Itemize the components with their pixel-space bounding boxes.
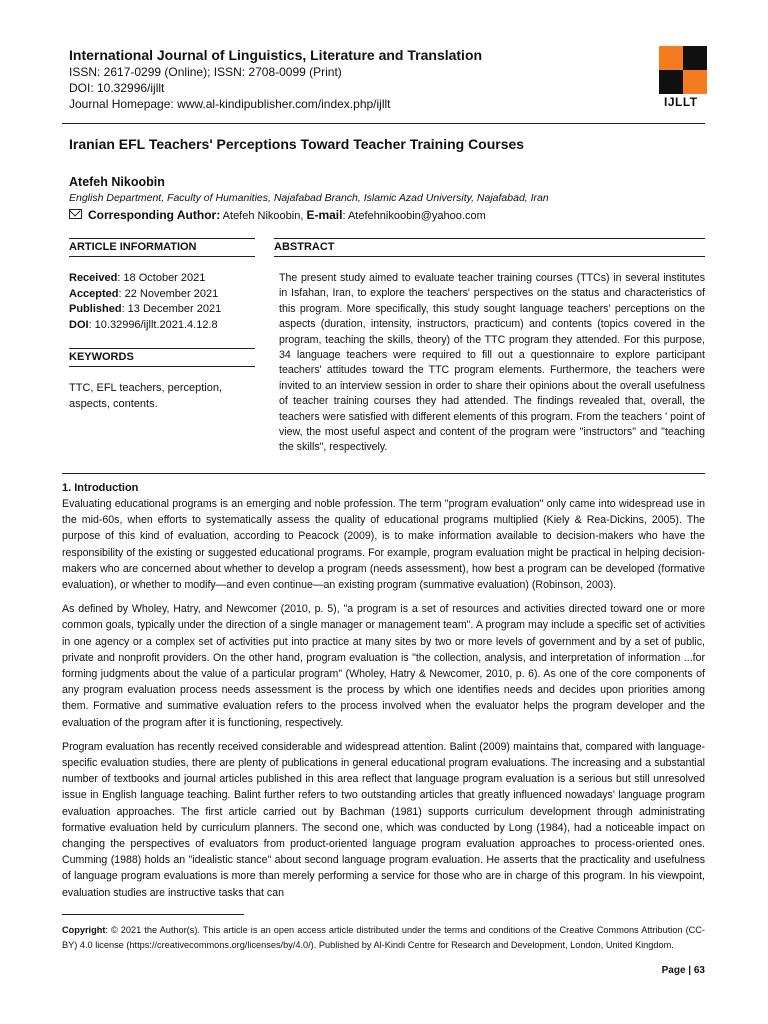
- article-info-heading: ARTICLE INFORMATION: [69, 241, 197, 253]
- doi-label: DOI: [69, 318, 89, 331]
- logo-square-black-bottom-left: [659, 70, 683, 94]
- published-line: [69, 302, 221, 318]
- journal-doi: DOI: 10.32996/ijllt: [69, 81, 165, 95]
- envelope-icon: [69, 209, 82, 219]
- info-top-rule: [69, 238, 255, 239]
- author-name: Atefeh Nikoobin: [69, 175, 165, 189]
- abstract-header-rule: [274, 256, 705, 257]
- body-text: [62, 496, 705, 909]
- paragraph-3: Program evaluation has recently received considerable and widespread attention. Balint (2009) maintains that, compared with language-specific evaluation studies, there are plenty of publications in general educational program evaluations. The increasing and a substantial number of textbooks and journal articles published in this area reflect that language program evaluation is a serious but still unresolved issue in English language teaching. Balint further refers to two outstanding articles that greatly influenced nowadays' language program evaluation approaches. The first article carried out by Bachman (1981) supports curriculum development through administrating formative evaluation held by curriculum planners. The second one, which was conducted by Long (1984), had a noticeable impact on changing the perspectives of evaluators from product-oriented language program evaluation approaches to process-oriented ones. Cumming (1988) holds an "idealistic stance" about second language program evaluation. He asserts that the practicality and usefulness of language program evaluations is more than merely performing a service for those who are in charge of this program. In his viewpoint, evaluation studies are instructive tasks that can: [62, 740, 705, 899]
- email-label: E-mail: [306, 208, 343, 222]
- keywords-top-rule: [69, 348, 255, 349]
- keywords-list: TTC, EFL teachers, perception, aspects, contents.: [69, 382, 223, 410]
- abstract-top-rule: [274, 238, 705, 239]
- author-affiliation: English Department, Faculty of Humanities, Najafabad Branch, Islamic Azad University, Najafabad, Iran: [69, 192, 549, 204]
- page-number-value: | 63: [688, 965, 705, 976]
- info-bottom-rule: [69, 256, 255, 257]
- published-label: Published: [69, 303, 122, 315]
- article-dates: [69, 271, 221, 333]
- received-date: : 18 October 2021: [117, 272, 206, 284]
- received-label: Received: [69, 272, 118, 284]
- corr-name: Atefeh Nikoobin,: [222, 210, 304, 222]
- paragraph-1: Evaluating educational programs is an emerging and noble profession. The term "program evaluation" only came into widespread use in the mid-60s, when efforts to systematically assess the quality of educational programs multiplied (Kiely & Rea-Dickins, 2005). The purpose of this kind of evaluation, according to Peacock (2009), is to make information available to decision-makers who have the responsibility of the existing or suggested educational programs. For example, program evaluation might be practical in helping decision-makers who are concerned about whether to develop a program (needs assessment), how best a program can be developed (formative evaluation), or whether to modify—and even continue—an existing program (summative evaluation) (Robinson, 2003).: [62, 498, 705, 592]
- abstract-bottom-rule: [62, 473, 705, 474]
- logo-square-orange-bottom-right: [683, 70, 707, 94]
- keywords-bottom-rule: [69, 366, 255, 367]
- doi-line: [69, 318, 221, 334]
- intro-heading: 1. Introduction: [62, 482, 139, 494]
- article-title: Iranian EFL Teachers' Perceptions Toward Teacher Training Courses: [69, 136, 525, 152]
- header-divider: [62, 123, 705, 124]
- journal-homepage-link[interactable]: Journal Homepage: www.al-kindipublisher.com/index.php/ijllt: [69, 97, 391, 111]
- logo-text: IJLLT: [664, 95, 698, 109]
- logo-square-black-top-right: [683, 46, 707, 70]
- corr-label: Corresponding Author:: [88, 208, 221, 222]
- logo-square-orange-top-left: [659, 46, 683, 70]
- accepted-date: : 22 November 2021: [118, 287, 219, 300]
- article-doi[interactable]: : 10.32996/ijllt.2021.4.12.8: [88, 318, 218, 331]
- copyright-notice: [62, 923, 705, 952]
- footnote-rule: [62, 914, 244, 915]
- published-date: : 13 December 2021: [121, 303, 222, 315]
- abstract-heading: ABSTRACT: [274, 241, 335, 253]
- page-number: [662, 965, 705, 976]
- paragraph-2: As defined by Wholey, Hatry, and Newcomer (2010, p. 5), "a program is a set of resources and activities directed toward one or more common goals, typically under the direction of a single manager or management team". A program may include a specific set of activities in one agency or a complex set of activities put into practice at many sites by two or more levels of government and by a set of public, private and nonprofit providers. On the other hand, program evaluation is "the collection, analysis, and interpretation of information ...for forming judgments about the value of a particular program" (Wholey, Hatry & Newcomer, 2010, p. 6). As one of the core components of any program evaluation process needs assessment is the process by which one identifies needs and decides upon priorities among them. Formative and summative evaluation refers to the process involved when the evaluator helps the program developer and the evaluation of the program after it is functioning, respectively.: [62, 603, 705, 729]
- page-label: Page: [661, 965, 686, 976]
- journal-header: [69, 46, 629, 112]
- accepted-label: Accepted: [69, 287, 119, 300]
- corresponding-author: [69, 208, 486, 222]
- journal-name: International Journal of Linguistics, Literature and Translation: [69, 47, 483, 63]
- journal-issn: ISSN: 2617-0299 (Online); ISSN: 2708-0099 (Print): [69, 65, 342, 79]
- abstract-text: The present study aimed to evaluate teacher training courses (TTCs) in several institutes in Isfahan, Iran, to explore the teachers' perspectives on the status and characteristics of this program. More specifically, this study sought language teachers' perceptions on the aspects (duration, intensity, instructors, practicum) and contents (topics covered in the program, teaching the skills, theory) of the TTC program they attended. For this purpose, 34 language teachers were required to fill out a questionnaire to explore participant teachers' attitudes toward the TTC program elements. Furthermore, the teachers were invited to an interview session in order to share their opinions about the overall usefulness of teacher training courses they had attended. The findings revealed that, overall, the teachers were satisfied with different elements of this program. From the teachers ' point of view, the most useful aspect and content of the program were "instructors" and "teaching the skills", respectively.: [279, 272, 705, 454]
- received-line: [69, 271, 221, 287]
- copyright-label: Copyright: [62, 925, 106, 935]
- copyright-text: : © 2021 the Author(s). This article is an open access article distributed under the terms and conditions of the Creative Commons Attribution (CC-BY) 4.0 license (https://creativecommons.org/licenses/by/4.0/). Published by Al-Kindi Centre for Research and Development, London, United Kingdom.: [62, 925, 705, 950]
- email-address[interactable]: : Atefehnikoobin@yahoo.com: [342, 210, 486, 222]
- journal-logo: [659, 46, 707, 94]
- accepted-line: [69, 287, 221, 303]
- keywords-heading: KEYWORDS: [69, 351, 134, 363]
